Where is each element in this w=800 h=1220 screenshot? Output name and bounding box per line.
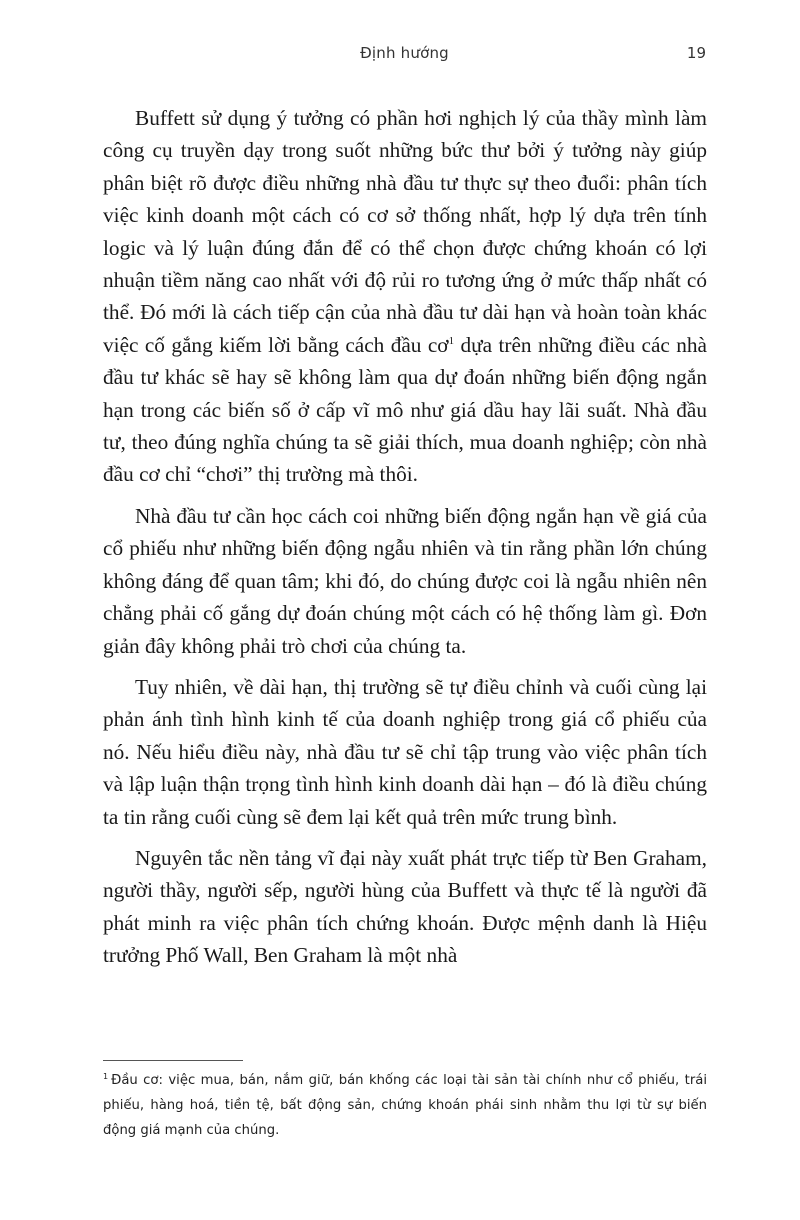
footnote-text: Đầu cơ: việc mua, bán, nắm giữ, bán khống các loại tài sản tài chính như cổ phiếu, trái phiếu, hàng hoá, tiền tệ, bất động sản, chứng khoán phái sinh nhằm thu lợi từ sự biến động giá mạnh của chúng. <box>103 1073 707 1138</box>
running-title: Định hướng <box>360 44 449 62</box>
body-text <box>103 102 707 981</box>
running-header <box>103 44 706 68</box>
paragraph-1-text-b: dựa trên những điều các nhà đầu tư khác sẽ hay sẽ không làm qua dự đoán những biến động ngắn hạn trong các biến số ở cấp vĩ mô như giá dầu hay lãi suất. Nhà đầu tư, theo đúng nghĩa chúng ta sẽ giải thích, mua doanh nghiệp; còn nhà đầu cơ chỉ “chơi” thị trường mà thôi. <box>103 332 707 487</box>
footnote-reference[interactable]: 1 <box>448 334 455 347</box>
page-number: 19 <box>686 44 706 62</box>
footnote-divider <box>103 1060 243 1061</box>
paragraph-1-text-a: Buffett sử dụng ý tưởng có phần hơi nghịch lý của thầy mình làm công cụ truyền dạy trong suốt những bức thư bởi ý tưởng này giúp phân biệt rõ được điều những nhà đầu tư thực sự theo đuổi: phân tích việc kinh doanh một cách có cơ sở thống nhất, hợp lý dựa trên tính logic và lý luận đúng đắn để có thể chọn được chứng khoán có lợi nhuận tiềm năng cao nhất với độ rủi ro tương ứng ở mức thấp nhất có thể. Đó mới là cách tiếp cận của nhà đầu tư dài hạn và hoàn toàn khác việc cố gắng kiếm lời bằng cách đầu cơ <box>103 106 707 357</box>
footnote <box>103 1068 707 1143</box>
paragraph-2: Nhà đầu tư cần học cách coi những biến động ngắn hạn về giá của cổ phiếu như những biến động ngẫu nhiên và tin rằng phần lớn chúng không đáng để quan tâm; khi đó, do chúng được coi là ngẫu nhiên nên chẳng phải cố gắng dự đoán chúng một cách có hệ thống làm gì. Đơn giản đây không phải trò chơi của chúng ta. <box>103 503 707 658</box>
paragraph-1 <box>103 102 707 491</box>
paragraph-4: Nguyên tắc nền tảng vĩ đại này xuất phát trực tiếp từ Ben Graham, người thầy, người sếp, người hùng của Buffett và thực tế là người đã phát minh ra việc phân tích chứng khoán. Được mệnh danh là Hiệu trưởng Phố Wall, Ben Graham là một nhà <box>103 845 707 968</box>
footnote-marker: 1 <box>103 1072 109 1081</box>
paragraph-3: Tuy nhiên, về dài hạn, thị trường sẽ tự điều chỉnh và cuối cùng lại phản ánh tình hình kinh tế của doanh nghiệp trong giá cổ phiếu của nó. Nếu hiểu điều này, nhà đầu tư sẽ chỉ tập trung vào việc phân tích và lập luận thận trọng tình hình kinh doanh dài hạn – đó là điều chúng ta tin rằng cuối cùng sẽ đem lại kết quả trên mức trung bình. <box>103 674 707 829</box>
